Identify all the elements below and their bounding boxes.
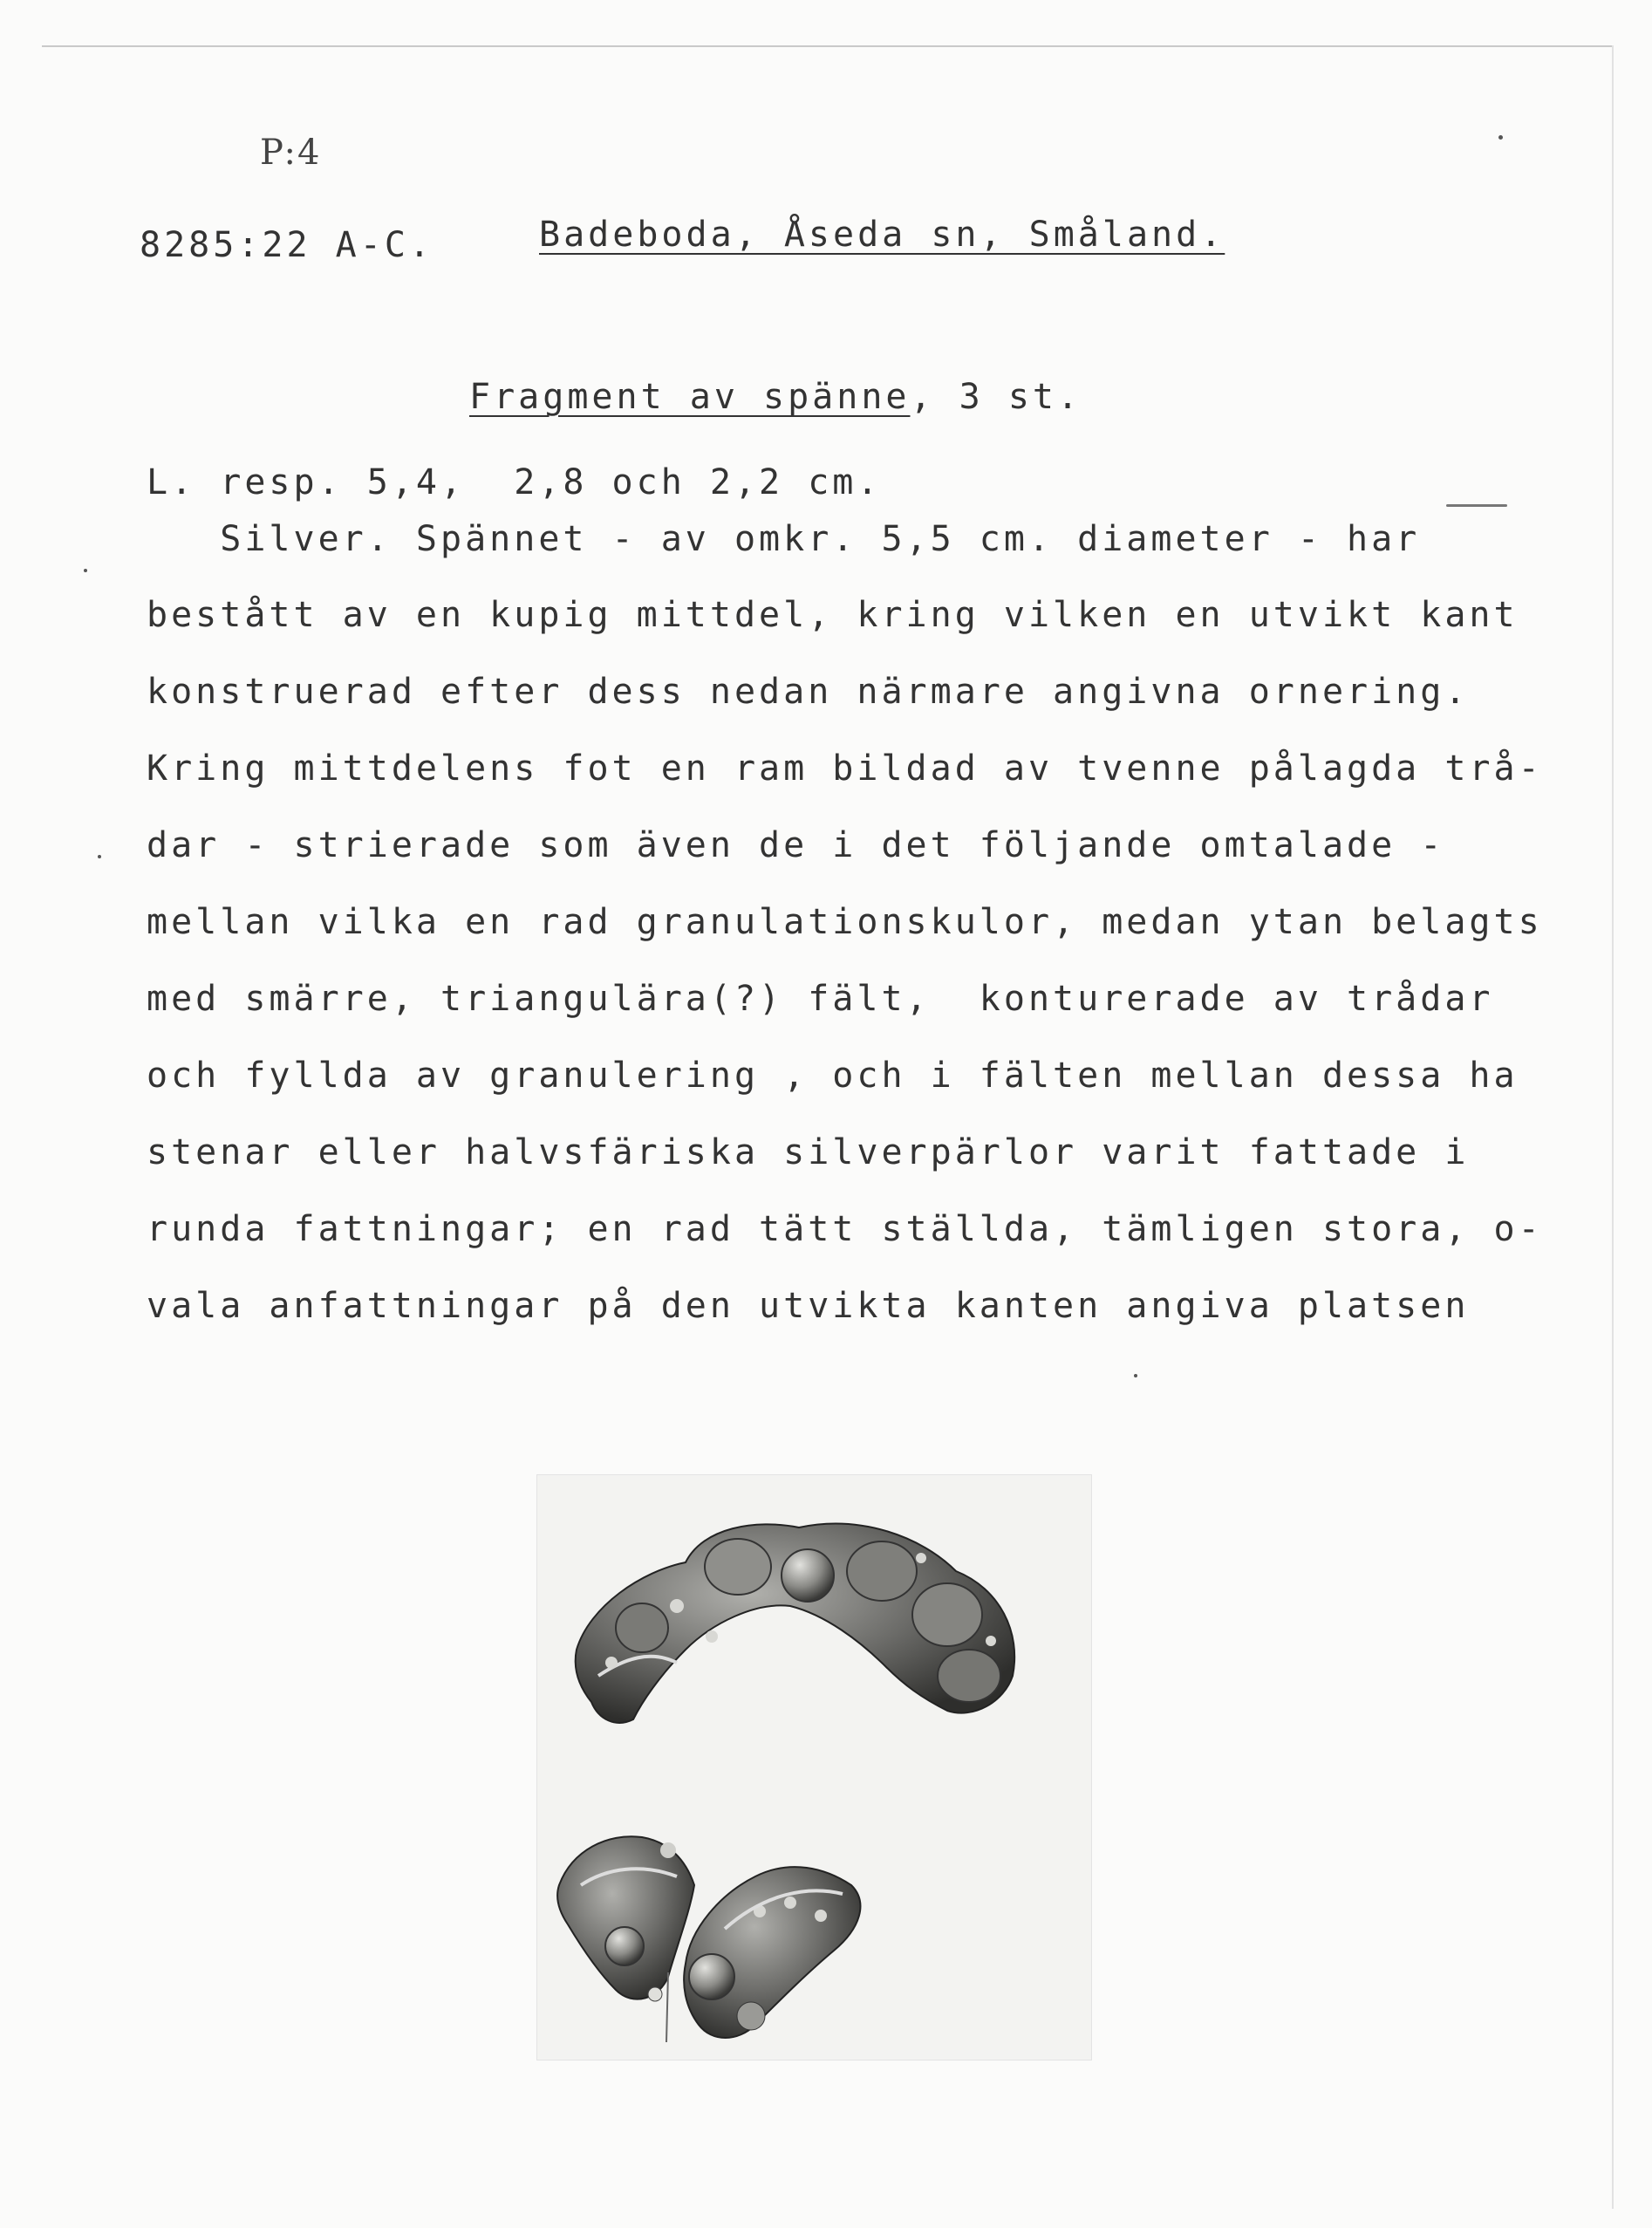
description-line: konstruerad efter dess nedan närmare angivna ornering. <box>147 672 1470 712</box>
scan-speck <box>84 569 87 572</box>
scan-right-edge <box>1612 45 1614 2209</box>
description-line: mellan vilka en rad granulationskulor, medan ytan belagts <box>147 902 1543 942</box>
object-count: , 3 st. <box>910 377 1082 417</box>
description-line: och fyllda av granulering , och i fälten mellan dessa ha <box>147 1056 1519 1096</box>
description-line: Silver. Spännet - av omkr. 5,5 cm. diameter - har <box>147 519 1421 559</box>
brooch-photo <box>536 1474 1092 2061</box>
description-line: runda fattningar; en rad tätt ställda, tämligen stora, o- <box>147 1209 1543 1249</box>
description-line: bestått av en kupig mittdel, kring vilken en utvikt kant <box>147 595 1519 635</box>
catalog-number: 8285:22 A-C. <box>140 225 433 265</box>
location: Badeboda, Åseda sn, Småland. <box>539 215 1225 255</box>
dimensions: L. resp. 5,4, 2,8 och 2,2 cm. <box>147 462 882 502</box>
scan-speck <box>1498 135 1503 140</box>
description-line: vala anfattningar på den utvikta kanten angiva platsen <box>147 1286 1470 1326</box>
scan-speck <box>1134 1374 1137 1377</box>
object-heading <box>469 377 1082 417</box>
scan-top-edge <box>42 45 1612 47</box>
description-line: dar - strierade som även de i det följande omtalade - <box>147 825 1445 865</box>
fragment-b <box>557 1836 694 1999</box>
scan-mark <box>1446 504 1507 507</box>
handwritten-mark: P:4 <box>260 133 322 173</box>
brooch-fragments-illustration <box>537 1475 1091 2060</box>
description-line: med smärre, triangulära(?) fält, konturerade av trådar <box>147 979 1494 1019</box>
scan-speck <box>98 855 101 858</box>
description-line: stenar eller halvsfäriska silverpärlor varit fattade i <box>147 1132 1470 1172</box>
description-line: Kring mittdelens fot en ram bildad av tvenne pålagda trå- <box>147 748 1543 789</box>
object-title: Fragment av spänne <box>469 377 911 417</box>
